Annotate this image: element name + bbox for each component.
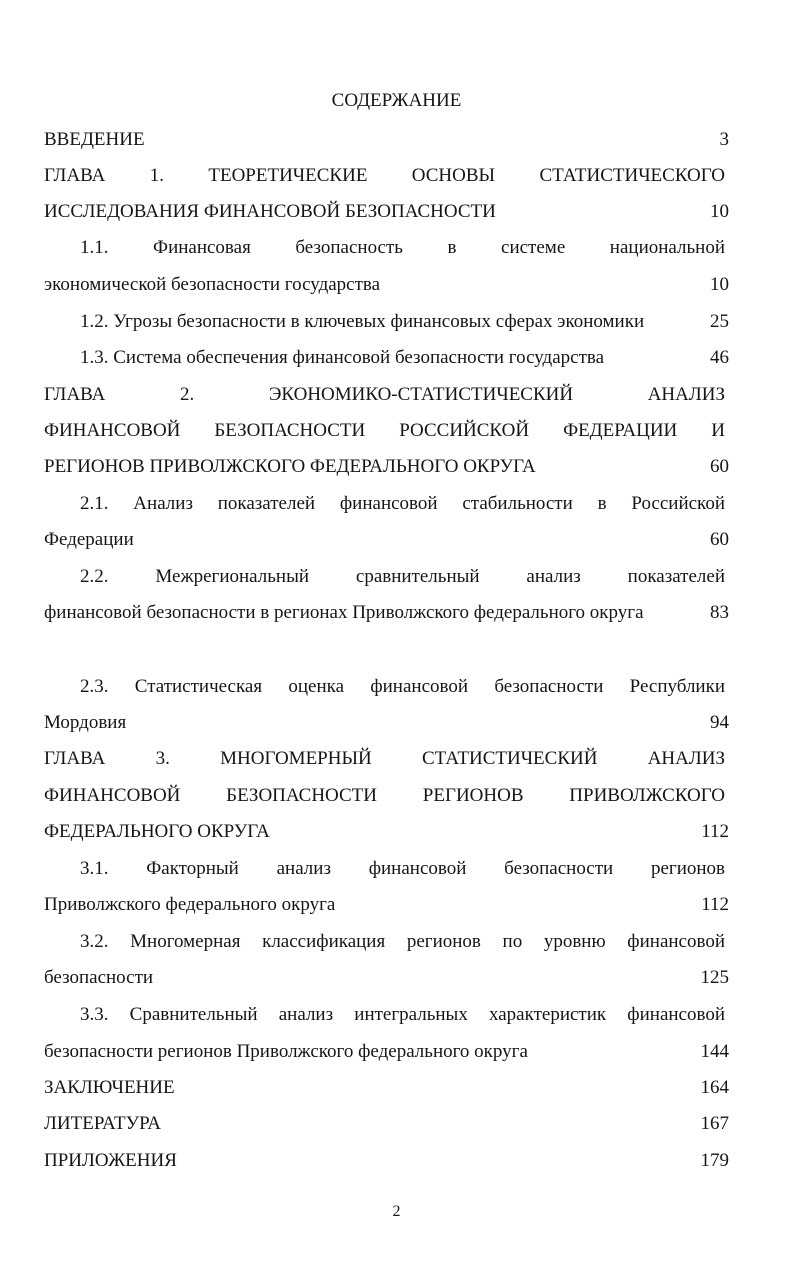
toc-page-literature: 167 bbox=[700, 1113, 729, 1134]
toc-entry-ch3-line3: ФЕДЕРАЛЬНОГО ОКРУГА bbox=[44, 821, 270, 842]
toc-entry-appendices: ПРИЛОЖЕНИЯ bbox=[44, 1150, 177, 1171]
toc-entry-ch2-line3: РЕГИОНОВ ПРИВОЛЖСКОГО ФЕДЕРАЛЬНОГО ОКРУГА bbox=[44, 456, 536, 477]
toc-entry-s33-line1: 3.3. Сравнительный анализ интегральных характеристик финансовой bbox=[80, 1004, 725, 1025]
toc-entry-s33-line2: безопасности регионов Приволжского федерального округа bbox=[44, 1041, 528, 1062]
toc-entry-s21-line2: Федерации bbox=[44, 529, 134, 550]
toc-page-s31: 112 bbox=[701, 894, 729, 915]
toc-page-appendices: 179 bbox=[700, 1150, 729, 1171]
toc-entry-s13: 1.3. Система обеспечения финансовой безопасности государства bbox=[80, 347, 605, 368]
toc-page-intro: 3 bbox=[719, 129, 729, 150]
toc-entry-s11-line2: экономической безопасности государства bbox=[44, 274, 381, 295]
toc-entry-s22-line2: финансовой безопасности в регионах Приволжского федерального округа bbox=[44, 602, 644, 623]
toc-entry-s11-line1: 1.1. Финансовая безопасность в системе национальной bbox=[80, 237, 725, 258]
toc-entry-s32-line1: 3.2. Многомерная классификация регионов по уровню финансовой bbox=[80, 931, 725, 952]
toc-entry-s22-line1: 2.2. Межрегиональный сравнительный анализ показателей bbox=[80, 566, 725, 587]
toc-entry-s31-line1: 3.1. Факторный анализ финансовой безопасности регионов bbox=[80, 858, 725, 879]
toc-page-s21: 60 bbox=[710, 529, 729, 550]
toc-page-ch1: 10 bbox=[710, 201, 729, 222]
toc-entry-s31-line2: Приволжского федерального округа bbox=[44, 894, 336, 915]
toc-title: СОДЕРЖАНИЕ bbox=[331, 90, 462, 111]
toc-entry-s32-line2: безопасности bbox=[44, 967, 154, 988]
toc-entry-ch2-line1: ГЛАВА 2. ЭКОНОМИКО-СТАТИСТИЧЕСКИЙ АНАЛИЗ bbox=[44, 384, 725, 405]
toc-entry-s21-line1: 2.1. Анализ показателей финансовой стабильности в Российской bbox=[80, 493, 725, 514]
toc-entry-s12: 1.2. Угрозы безопасности в ключевых финансовых сферах экономики bbox=[80, 311, 645, 332]
toc-entry-ch2-line2: ФИНАНСОВОЙ БЕЗОПАСНОСТИ РОССИЙСКОЙ ФЕДЕРАЦИИ И bbox=[44, 420, 725, 441]
toc-page-s23: 94 bbox=[710, 712, 729, 733]
toc-page-s33: 144 bbox=[700, 1041, 729, 1062]
toc-entry-ch3-line1: ГЛАВА 3. МНОГОМЕРНЫЙ СТАТИСТИЧЕСКИЙ АНАЛИЗ bbox=[44, 748, 725, 769]
toc-page-ch2: 60 bbox=[710, 456, 729, 477]
toc-entry-ch1-line1: ГЛАВА 1. ТЕОРЕТИЧЕСКИЕ ОСНОВЫ СТАТИСТИЧЕСКОГО bbox=[44, 165, 725, 186]
toc-page-s11: 10 bbox=[710, 274, 729, 295]
toc-page-ch3: 112 bbox=[701, 821, 729, 842]
page-number: 2 bbox=[392, 1203, 401, 1220]
toc-page-conclusion: 164 bbox=[700, 1077, 729, 1098]
toc-entry-conclusion: ЗАКЛЮЧЕНИЕ bbox=[44, 1077, 175, 1098]
toc-entry-ch3-line2: ФИНАНСОВОЙ БЕЗОПАСНОСТИ РЕГИОНОВ ПРИВОЛЖСКОГО bbox=[44, 785, 725, 806]
toc-entry-intro: ВВЕДЕНИЕ bbox=[44, 129, 145, 150]
toc-page-s12: 25 bbox=[710, 311, 729, 332]
toc-entry-s23-line2: Мордовия bbox=[44, 712, 127, 733]
toc-page-s13: 46 bbox=[710, 347, 729, 368]
toc-entry-ch1-line2: ИССЛЕДОВАНИЯ ФИНАНСОВОЙ БЕЗОПАСНОСТИ bbox=[44, 201, 496, 222]
toc-page-s32: 125 bbox=[700, 967, 729, 988]
toc-page-s22: 83 bbox=[710, 602, 729, 623]
toc-entry-literature: ЛИТЕРАТУРА bbox=[44, 1113, 161, 1134]
toc-entry-s23-line1: 2.3. Статистическая оценка финансовой безопасности Республики bbox=[80, 676, 725, 697]
